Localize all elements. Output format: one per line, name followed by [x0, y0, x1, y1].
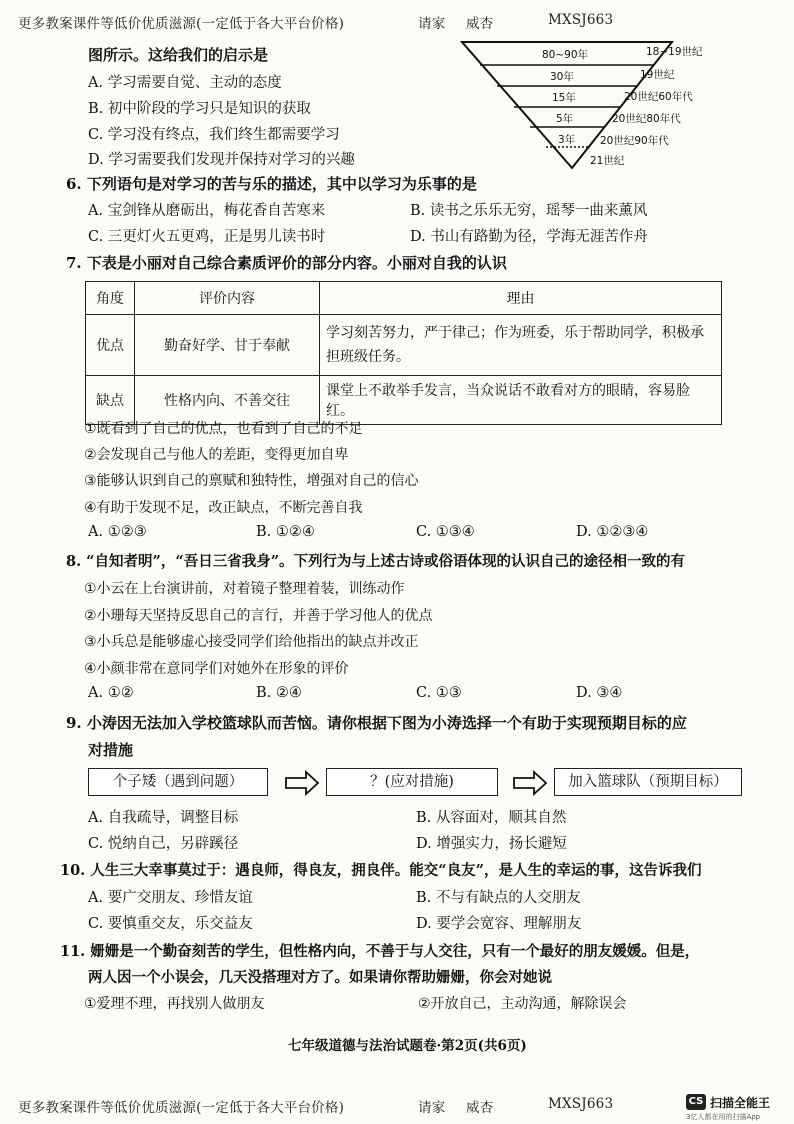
table-cell: 勤奋好学、甘于奉献: [135, 315, 320, 376]
q10-stem: 10. 人生三大幸事莫过于：遇良师，得良友，拥良伴。能交“良友”，是人生的幸运的事，这告诉我们: [60, 862, 702, 879]
pyramid-level-1: 80~90年: [542, 49, 589, 61]
scanner-logo-icon: CS: [686, 1094, 706, 1110]
q11-stem-line1: 11. 姗姗是一个勤奋刻苦的学生，但性格内向，不善于与人交往，只有一个最好的朋友媛媛。但是，: [60, 943, 700, 960]
q10-option-a: A. 要广交朋友、珍惜友谊: [88, 890, 253, 906]
table-header: 理由: [320, 282, 722, 315]
q10-option-c: C. 要慎重交友，乐交益友: [88, 916, 253, 932]
pyramid-level-5: 3年: [558, 134, 576, 146]
q8-stem: 8. “自知者明”，“吾日三省我身”。下列行为与上述古诗或俗语体现的认识自己的途径相一致的有: [66, 553, 686, 570]
q8-statement-4: ④小颜非常在意同学们对她外在形象的评价: [84, 661, 349, 677]
table-cell: 性格内向、不善交往: [135, 376, 320, 425]
banner-code: MXSJ663: [548, 1096, 614, 1112]
pyramid-era-1: 18~19世纪: [646, 46, 703, 58]
table-cell: 课堂上不敢举手发言，当众说话不敢看对方的眼睛，容易脸红。: [320, 376, 722, 425]
table-row: [86, 315, 722, 376]
table-cell: 学习刻苦努力，严于律己；作为班委，乐于帮助同学，积极承担班级任务。: [320, 315, 722, 376]
q5-option-c: C. 学习没有终点，我们终生都需要学习: [88, 127, 340, 143]
flow-problem-box: 个子矮（遇到问题）: [88, 768, 268, 796]
pyramid-era-3: 20世纪60年代: [624, 91, 693, 103]
knowledge-cycle-pyramid: [460, 40, 760, 175]
banner-text: 更多教案课件等低价优质滋源(一定低于各大平台价格): [18, 1100, 345, 1116]
pyramid-era-5: 20世纪90年代: [600, 135, 669, 147]
pyramid-level-4: 5年: [556, 113, 574, 125]
q5-stem-tail: 图所示。这给我们的启示是: [88, 46, 269, 64]
q9-option-a: A. 自我疏导，调整目标: [88, 810, 239, 826]
q8-option-b: B. ②④: [256, 685, 302, 701]
q6-option-d: D. 书山有路勤为径，学海无涯苦作舟: [410, 229, 648, 245]
q7-statement-3: ③能够认识到自己的禀赋和独特性，增强对自己的信心: [84, 473, 419, 489]
flow-goal-box: 加入篮球队（预期目标）: [554, 768, 742, 796]
q9-option-c: C. 悦纳自己，另辟蹊径: [88, 836, 239, 852]
q8-statement-2: ②小珊每天坚持反思自己的言行，并善于学习他人的优点: [84, 608, 433, 624]
q8-statement-1: ①小云在上台演讲前，对着镜子整理着装，训练动作: [84, 581, 405, 597]
q6-stem: 6. 下列语句是对学习的苦与乐的描述，其中以学习为乐事的是: [66, 175, 477, 193]
q6-option-a: A. 宝剑锋从磨砺出，梅花香自苦寒来: [88, 203, 326, 219]
q7-stem: 7. 下表是小丽对自己综合素质评价的部分内容。小丽对自我的认识: [66, 254, 507, 272]
q7-option-a: A. ①②③: [88, 524, 147, 540]
q9-option-b: B. 从容面对，顺其自然: [416, 810, 567, 826]
q7-option-c: C. ①③④: [416, 524, 475, 540]
self-evaluation-table: [85, 281, 722, 425]
q9-stem-line1: 9. 小涛因无法加入学校篮球队而苦恼。请你根据下图为小涛选择一个有助于实现预期目标的应: [66, 714, 687, 732]
q7-option-b: B. ①②④: [256, 524, 315, 540]
q11-statement-1: ①爱理不理，再找别人做朋友: [84, 996, 265, 1012]
q5-option-d: D. 学习需要我们发现并保持对学习的兴趣: [88, 152, 355, 168]
q10-option-d: D. 要学会宽容、理解朋友: [416, 916, 582, 932]
flow-arrow-icon: [512, 770, 548, 796]
pyramid-era-4: 20世纪80年代: [612, 113, 681, 125]
q5-option-a: A. 学习需要自觉、主动的态度: [88, 75, 282, 91]
table-header-row: [86, 282, 722, 315]
banner-ask: 请家: [418, 1100, 446, 1116]
table-header: 角度: [86, 282, 135, 315]
table-header: 评价内容: [135, 282, 320, 315]
page-footer: 七年级道德与法治试题卷·第2页(共6页): [288, 1038, 527, 1054]
q10-option-b: B. 不与有缺点的人交朋友: [416, 890, 581, 906]
q11-stem-line2: 两人因一个小误会，几天没搭理对方了。如果请你帮助姗姗，你会对她说: [88, 969, 552, 986]
q7-option-d: D. ①②③④: [576, 524, 649, 540]
banner-code: MXSJ663: [548, 12, 614, 28]
flow-arrow-icon: [284, 770, 320, 796]
q6-option-b: B. 读书之乐乐无穷，瑶琴一曲来薰风: [410, 203, 648, 219]
flow-measure-box: ？(应对措施): [326, 768, 498, 796]
q9-stem-line2: 对措施: [88, 741, 134, 759]
table-cell: 缺点: [86, 376, 135, 425]
q8-option-c: C. ①③: [416, 685, 462, 701]
q5-option-b: B. 初中阶段的学习只是知识的获取: [88, 101, 311, 117]
q11-statement-2: ②开放自己，主动沟通，解除误会: [418, 996, 627, 1012]
q9-option-d: D. 增强实力，扬长避短: [416, 836, 567, 852]
q8-statement-3: ③小兵总是能够虚心接受同学们给他指出的缺点并改正: [84, 634, 419, 650]
scanner-tagline: 3亿人都在用的扫描App: [686, 1113, 761, 1121]
q6-option-c: C. 三更灯火五更鸡，正是男儿读书时: [88, 229, 326, 245]
banner-name: 威杏: [466, 1100, 494, 1116]
banner-ask: 请家: [418, 16, 446, 32]
q7-statement-4: ④有助于发现不足，改正缺点，不断完善自我: [84, 500, 363, 516]
q7-statement-2: ②会发现自己与他人的差距，变得更加自卑: [84, 447, 349, 463]
banner-name: 威杏: [466, 16, 494, 32]
q8-option-d: D. ③④: [576, 685, 623, 701]
pyramid-level-2: 30年: [550, 71, 574, 83]
pyramid-era-6: 21世纪: [590, 155, 625, 167]
q7-statement-1: ①既看到了自己的优点，也看到了自己的不足: [84, 421, 363, 437]
banner-text: 更多教案课件等低价优质滋源(一定低于各大平台价格): [18, 16, 345, 32]
q8-option-a: A. ①②: [88, 685, 134, 701]
pyramid-era-2: 19世纪: [640, 69, 675, 81]
table-cell: 优点: [86, 315, 135, 376]
pyramid-level-3: 15年: [552, 92, 576, 104]
scanner-name: 扫描全能王: [710, 1096, 771, 1110]
